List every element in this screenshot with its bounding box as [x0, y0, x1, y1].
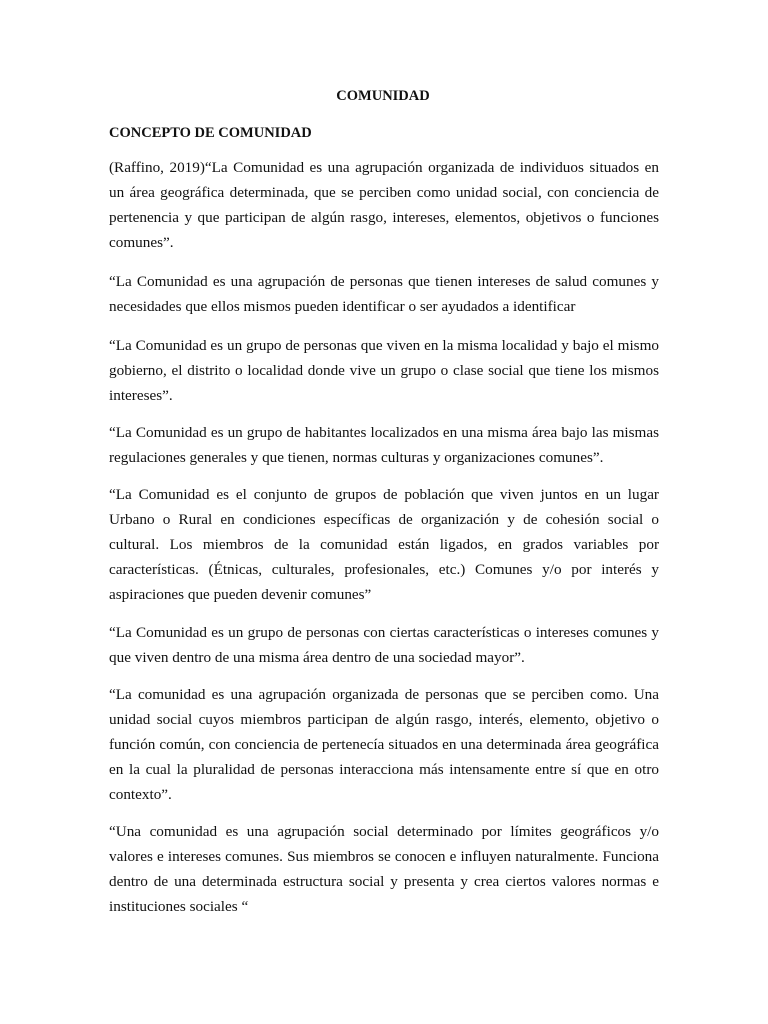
paragraph-3: “La Comunidad es un grupo de personas que viven en la misma localidad y bajo el mismo gobierno, el distrito o localidad donde vive un grupo o clase social que tiene los mismos intereses”. — [109, 337, 659, 404]
document-title: COMUNIDAD — [336, 88, 430, 104]
paragraph-4: “La Comunidad es un grupo de habitantes localizados en una misma área bajo las mismas regulaciones generales y que tienen, normas culturas y organizaciones comunes”. — [109, 424, 659, 466]
paragraph-2: “La Comunidad es una agrupación de personas que tienen intereses de salud comunes y necesidades que ellos mismos pueden identificar o ser ayudados a identificar — [109, 273, 659, 315]
paragraph-5: “La Comunidad es el conjunto de grupos de población que viven juntos en un lugar Urbano o Rural en condiciones específicas de organización y de cohesión social o cultural. Los miembros de la comunidad están ligados, en grados variables por características. (Étnicas, culturales, profesionales, etc.) Comunes y/o por interés y aspiraciones que pueden devenir comunes” — [109, 486, 659, 603]
paragraph-6: “La Comunidad es un grupo de personas con ciertas características o intereses comunes y que viven dentro de una misma área dentro de una sociedad mayor”. — [109, 624, 659, 666]
paragraph-7: “La comunidad es una agrupación organizada de personas que se perciben como. Una unidad social cuyos miembros participan de algún rasgo, interés, elemento, objetivo o función común, con conciencia de pertenecía situados en una determinada área geográfica en la cual la pluralidad de personas interacciona más intensamente entre sí que en otro contexto”. — [109, 686, 659, 803]
paragraph-8: “Una comunidad es una agrupación social determinado por límites geográficos y/o valores e intereses comunes. Sus miembros se conocen e influyen naturalmente. Funciona dentro de una determinada estructura social y presenta y crea ciertos valores normas e instituciones sociales “ — [109, 823, 659, 915]
paragraph-1: (Raffino, 2019)“La Comunidad es una agrupación organizada de individuos situados en un área geográfica determinada, que se perciben como unidad social, con conciencia de pertenencia y que participan de algún rasgo, intereses, elementos, objetivos o funciones comunes”. — [109, 159, 659, 251]
section-heading: CONCEPTO DE COMUNIDAD — [109, 125, 312, 141]
